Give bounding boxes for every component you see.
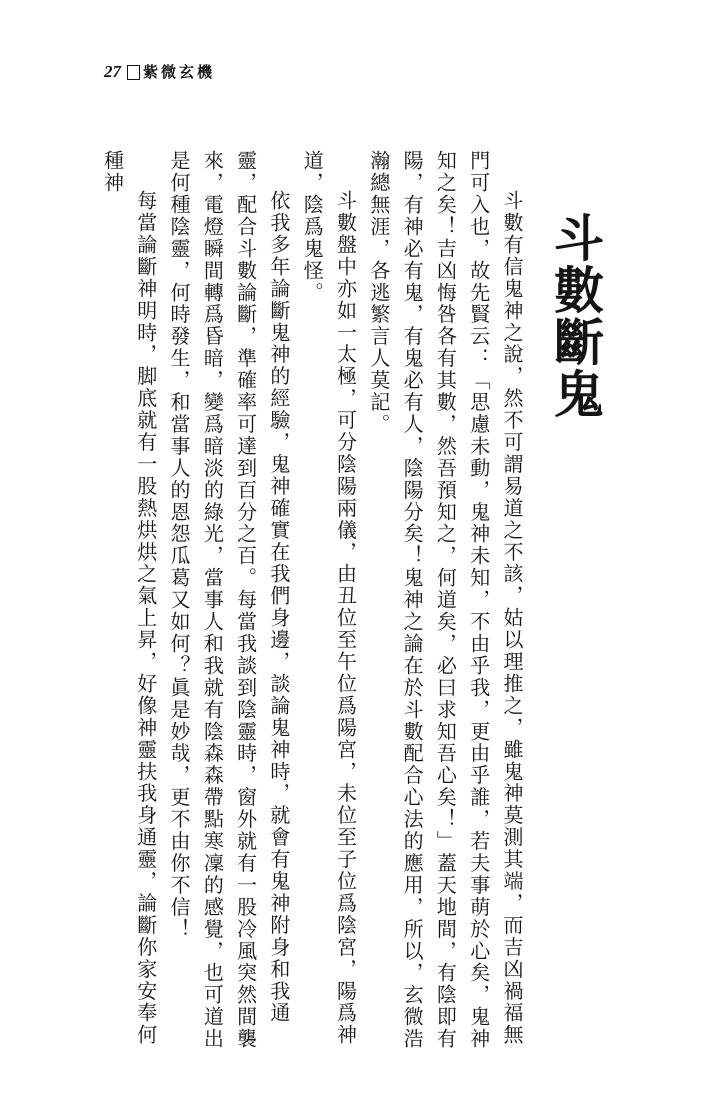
paragraph: 依我多年論斷鬼神的經驗，鬼神確實在我們身邊，談論鬼神時，就會有鬼神附身和我通靈，配合斗數論斷，準確率可達到百分之百。每當我談到陰靈時，窗外就有一股冷風突然間襲來，電燈瞬間轉爲昏暗，變爲暗淡的綠光，當事人和我就有陰森森帶點寒凜的感覺，也可道出是何種陰靈，何時發生，和當事人的恩怨瓜葛又如何？眞是妙哉，更不由你不信！: [167, 150, 291, 1050]
paragraph: 每當論斷神明時，脚底就有一股熱烘烘之氣上昇，好像神靈扶我身通靈，論斷你家安奉何種神: [100, 150, 158, 1047]
paragraph: 斗數有信鬼神之說，然不可謂易道之不該，姑以理推之，雖鬼神莫測其端，而吉凶禍福無門可入也，故先賢云：「思慮未動，鬼神未知，不由乎我，更由乎誰，若夫事萌於心矣，鬼神知之矣！吉凶悔咎各有其數，然吾預知之，何道矣，必曰求知吾心矣！」蓋天地間，有陰即有陽，有神必有鬼，有鬼必有人，陰陽分矣！鬼神之論在於斗數配合心法的應用，所以，玄微浩瀚總無涯，各逃繁言人莫記。: [366, 150, 524, 1050]
paragraph: 斗數盤中亦如一太極，可分陰陽兩儀，由丑位至午位爲陽宮，未位至子位爲陰宮，陽爲神道，陰爲鬼怪。: [300, 150, 358, 1047]
series-title: 紫微玄機: [143, 63, 216, 81]
running-header: [104, 60, 215, 84]
article-title: 斗數斷鬼: [546, 212, 604, 420]
square-box-icon: [127, 65, 140, 80]
article-body: [95, 150, 528, 1062]
page-number: 27: [104, 62, 121, 81]
